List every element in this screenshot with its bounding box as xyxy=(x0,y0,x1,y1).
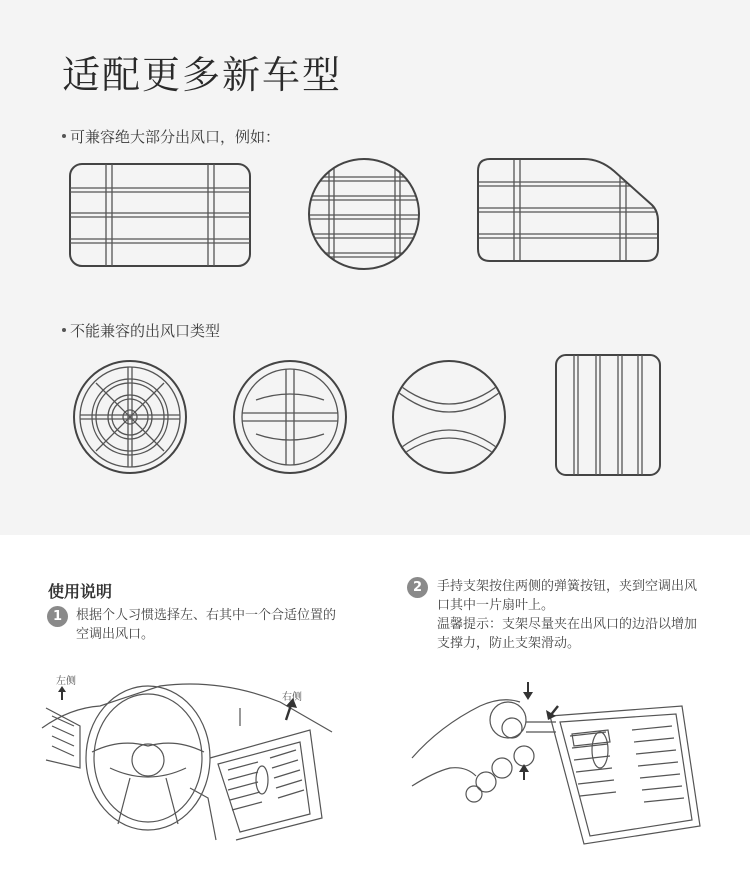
right-side-label: 右侧 xyxy=(282,692,302,703)
step-2-block xyxy=(437,577,707,653)
round-vent-icon xyxy=(305,155,423,273)
mounting-illustration xyxy=(410,676,710,848)
compatible-vents-text: 可兼容绝大部分出风口，例如： xyxy=(70,128,281,146)
page-title: 适配更多新车型 xyxy=(62,53,343,97)
slanted-vent-icon xyxy=(476,157,662,265)
step-1-badge: 1 xyxy=(47,606,68,627)
bullet-icon xyxy=(62,328,66,332)
left-side-label: 左侧 xyxy=(56,676,76,687)
compatible-vents-label xyxy=(62,126,280,147)
bullet-icon xyxy=(62,134,66,138)
vertical-slat-vent-icon xyxy=(554,353,662,477)
rect-vent-icon xyxy=(68,161,252,269)
step-1-text: 根据个人习惯选择左、右其中一个合适位置的空调出风口。 xyxy=(76,608,337,642)
step-2-text: 手持支架按住两侧的弹簧按钮，夹到空调出风口其中一片扇叶上。 xyxy=(437,579,698,613)
usage-heading: 使用说明 xyxy=(48,582,113,601)
incompatible-vents-text: 不能兼容的出风口类型 xyxy=(70,322,221,340)
concentric-vent-icon xyxy=(70,358,190,476)
incompatible-vents-label xyxy=(62,320,220,341)
cross-vent-icon xyxy=(230,358,350,476)
step-2-tip: 温馨提示：支架尽量夹在出风口的边沿以增加支撑力，防止支架滑动。 xyxy=(437,617,698,651)
step-2-badge: 2 xyxy=(407,577,428,598)
curved-vent-icon xyxy=(389,358,509,476)
